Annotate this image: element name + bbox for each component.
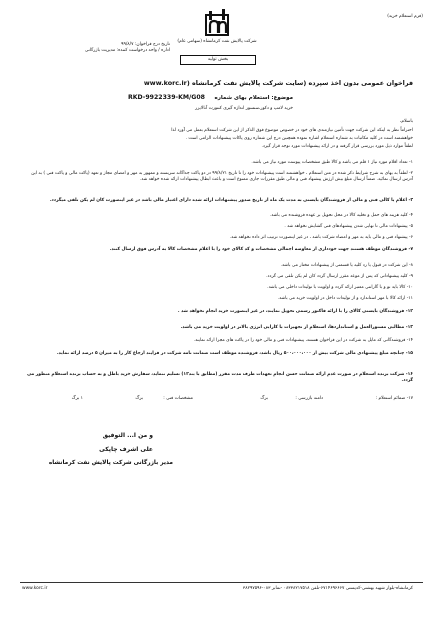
condition-item-13: ۱۳- مطالبی مستورالعمل و استانداردها، استعلام از تجهیزات با کارایی انرژی بالاتر در اولویت خرید می باشد. <box>180 325 413 330</box>
condition-item-16: ۱۶- شرکت برنده استعلام در صورت عدم ارائه ضمانت حسن انجام تعهدات ظرف مدت مقرر (مطابق با بند۱۲) تسلیم ننماید، سفارش خرید باطل و به حساب برنده استعلام منظور می گردد. <box>27 372 413 383</box>
condition-item-10: ۱۰- کالا باید نو و با گارانتی معتبر ارائه گردد و اولویت با تولیدات داخلی می باشد. <box>267 285 413 290</box>
document-title: فراخوان عمومی بدون اخذ سپرده (سایت شرکت پالایش نفت کرمانشاه (www.korc.ir <box>143 79 413 87</box>
condition-item-5: ۵- پیشنهادات مالی تا نهایی شدن پیشنهادهای فنی گشایش نخواهد شد . <box>284 224 413 229</box>
signatory-title: مدیر بازرگانی شرکت پالایش نفت کرمانشاه <box>48 460 173 466</box>
condition-item-7: ۷- فروشندگان موظف هستند جهت خودداری از معاوضه اجمالی مشخصات و کد کالای خود را با اعلام مشخصات کالا به آدرس فوق ارسال کنند. <box>109 247 413 252</box>
condition-item-8: ۸- این شرکت در قبول یا رد کلیه یا قسمتی از پیشنهادات مختار می باشد. <box>280 263 413 268</box>
attachment-pages: ۱ برگ <box>71 396 83 401</box>
signatory-name: علی اشرف چاپکی <box>99 446 153 453</box>
greeting: باسلام، <box>400 119 413 124</box>
subject-label: موضوع: استعلام بهای شماره <box>214 95 293 101</box>
condition-item-4: ۴- کلیه هزینه های حمل و تخلیه کالا در محل تحویل بر عهده فروشنده می باشد. <box>269 213 413 218</box>
footer-address: کرمانشاه-بلوار شهید بهشتی-کدپستی ۶۷۱۴۶۹۶۶۶۷-تلفن ۰۸۳۳۸۲۱۷۵۱۸ -نمابر ۰۸۳-۳۸۲۹۷۵۹۶ <box>242 586 413 591</box>
condition-item-12: ۱۲- فروشندگان بایستی کالای را با ارائه فاکتور رسمی تحویل نمایند، در غیر اینصورت خرید انجام نخواهد شد . <box>177 309 413 314</box>
inquiry-number: RKD-9922339-KM/G08 <box>128 94 205 101</box>
condition-item-1: ۱- تعداد اقلام مورد نیاز ۱ قلم می باشد و کالا طبق مشخصات پیوست مورد نیاز می باشد. <box>251 160 413 165</box>
inspection-scope-label: دامنه بازرسی : <box>295 396 323 401</box>
condition-item-14: ۱۴- فروشندگانی که مایل به شرکت در این فراخوان هستند، پیشنهادات فنی و مالی خود را در پاکت های مجزا ارائه نمایند. <box>193 338 413 343</box>
attachments-label: ۱۷- ضمائم استعلام : <box>375 396 413 401</box>
technical-specs-label: مشخصات فنی : <box>163 396 193 401</box>
closing-phrase: و من ا... التوفیق <box>102 432 153 439</box>
condition-item-11: ۱۱- ارائه کالا با مهر استاندارد و از تولیدات داخل در اولویت خرید می باشد. <box>277 296 413 301</box>
inspection-pages: برگ <box>260 396 268 401</box>
footer-website[interactable]: www.korc.ir <box>22 586 48 591</box>
intro-line-1: احتراماً نظر به اینکه این شرکت جهت تأمین نیازمندی های خود در خصوص موضوع فوق الذکر از این شرکت استعلام بعمل می آورد لذا <box>171 128 413 133</box>
condition-item-2: ۲- لطفاً به بهای به شرح شرایط ذکر شده در متن استعلام ، خواهشمند است پیشنهادات خود را تا تاریخ ۹۹/۸/۲۱ در دو پاکت جداگانه سربسته و ممهور به مهر و امضای مجاز و تعهد (پاکت مالی و پاکت فنی ) به این آدرس ارسال نمائید. ضمناً ارسال مبلغ بیش ارزش پیشنهاد فنی و مالی طبق مقررات جاری ممنوع است و باعث ابطال پیشنهادات ارائه شده خواهد شد. <box>31 171 413 182</box>
intro-line-3: لطفاً موارد ذیل مورد بررسی قرار گرفته و در ارائه پیشنهادات مورد توجه قرار گیرد. <box>261 144 413 149</box>
company-name: شرکت پالایش نفت کرمانشاه (سهامی عام) <box>177 39 257 44</box>
footer-divider <box>20 582 423 583</box>
intro-line-2: خواهشمند است در کلیه مکاتبات به شماره استعلام اشاره نموده همچنین درج این شماره روی پاکات پیشنهادات الزامی است . <box>185 136 413 141</box>
date-field: تاریخ درج فراخوان: ۹۹/۸/۷ <box>121 42 170 47</box>
subject-description: خرید لامپ و دکور،سنسور اندازه گیری کنتورت آنالایزر <box>195 106 293 111</box>
condition-item-3: ۳- اعلام یا کالی فنی و مالی از فروشندگان بایستی به مدت یک ماه از تاریخ صدور پیشنهادات ارائه شده دارای اعتبار مالی باشد در غیر اینصورت کان لم یکن تلقی میگردد. <box>49 198 413 203</box>
department-bar: بخش تولید <box>180 55 256 65</box>
condition-item-6: ۶- پیشنهاد فنی و مالی باید به مهر و امضاء شرکت باشد ، در غیر اینصورت ترتیب اثر داده نخواهد شد. <box>229 235 413 240</box>
condition-item-15: ۱۵- چنانچه مبلغ پیشنهادی مالی شرکت بیش از ۵۰۰،۰۰۰،۰۰۰ ریال باشد، فروشنده موظف است ضمانت نامه شرکت در فرایند ارجاع کار را به میزان ۵ درصد ارائه نماید. <box>56 351 413 356</box>
technical-specs-pages: برگ <box>135 396 143 401</box>
company-logo-icon <box>200 9 234 39</box>
condition-item-9: ۹- کلیه پیشنهاداتی که پس از موعد مقرر ارسال گردد کان لم یکن تلقی می گردد. <box>266 274 413 279</box>
form-type-label: (فرم استعلام خرید) <box>387 14 423 19</box>
requesting-unit-field: اداره / واحد درخواست کننده: مدیریت بازرگانی <box>84 48 170 53</box>
